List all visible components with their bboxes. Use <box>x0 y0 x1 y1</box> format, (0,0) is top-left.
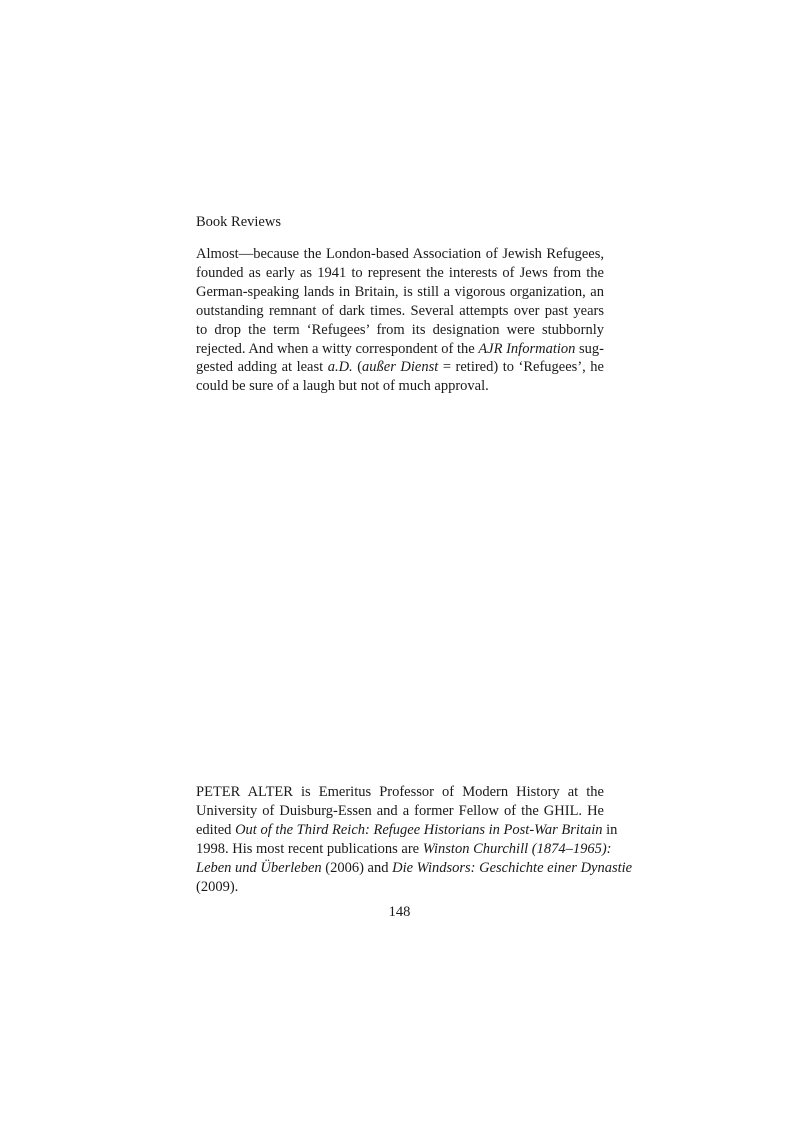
running-head: Book Reviews <box>196 214 281 230</box>
bio-line: 1998. His most recent publications are Winston Churchill (1874–1965): <box>196 840 612 857</box>
page-number: 148 <box>388 904 411 920</box>
bio-line: (2009). <box>196 878 239 895</box>
body-line: founded as early as 1941 to represent the interests of Jews from the <box>196 264 604 281</box>
body-line: to drop the term ‘Refugees’ from its designation were stubbornly <box>196 321 604 338</box>
book-title: Winston Churchill (1874–1965): <box>422 840 612 857</box>
book-title: Leben und Überleben <box>196 859 322 876</box>
bio-line: University of Duisburg-Essen and a former Fellow of the GHIL. He <box>196 802 604 819</box>
publication-title: AJR Information <box>478 340 576 357</box>
body-line: gested adding at least a.D. (außer Dienst = retired) to ‘Refugees’, he <box>196 359 604 376</box>
author-bio <box>196 783 633 896</box>
book-title: Out of the Third Reich: Refugee Historians in Post-War Britain <box>235 821 603 838</box>
body-line: rejected. And when a witty correspondent of the AJR Information sug- <box>196 340 604 357</box>
bio-line: PETER ALTER is Emeritus Professor of Modern History at the <box>196 784 604 800</box>
bio-line: Leben und Überleben (2006) and Die Windsors: Geschichte einer Dynastie <box>196 859 633 876</box>
body-paragraph <box>196 245 604 396</box>
german-term: außer Dienst <box>362 359 439 376</box>
body-line: German-speaking lands in Britain, is still a vigorous organization, an <box>196 283 604 300</box>
abbreviation: a.D. <box>327 359 353 376</box>
bio-line: edited Out of the Third Reich: Refugee Historians in Post-War Britain in <box>196 821 618 838</box>
body-line: Almost—because the London-based Association of Jewish Refugees, <box>196 246 604 262</box>
body-line: could be sure of a laugh but not of much approval. <box>196 378 489 395</box>
body-line: outstanding remnant of dark times. Several attempts over past years <box>196 302 604 319</box>
book-title: Die Windsors: Geschichte einer Dynastie <box>392 859 633 876</box>
